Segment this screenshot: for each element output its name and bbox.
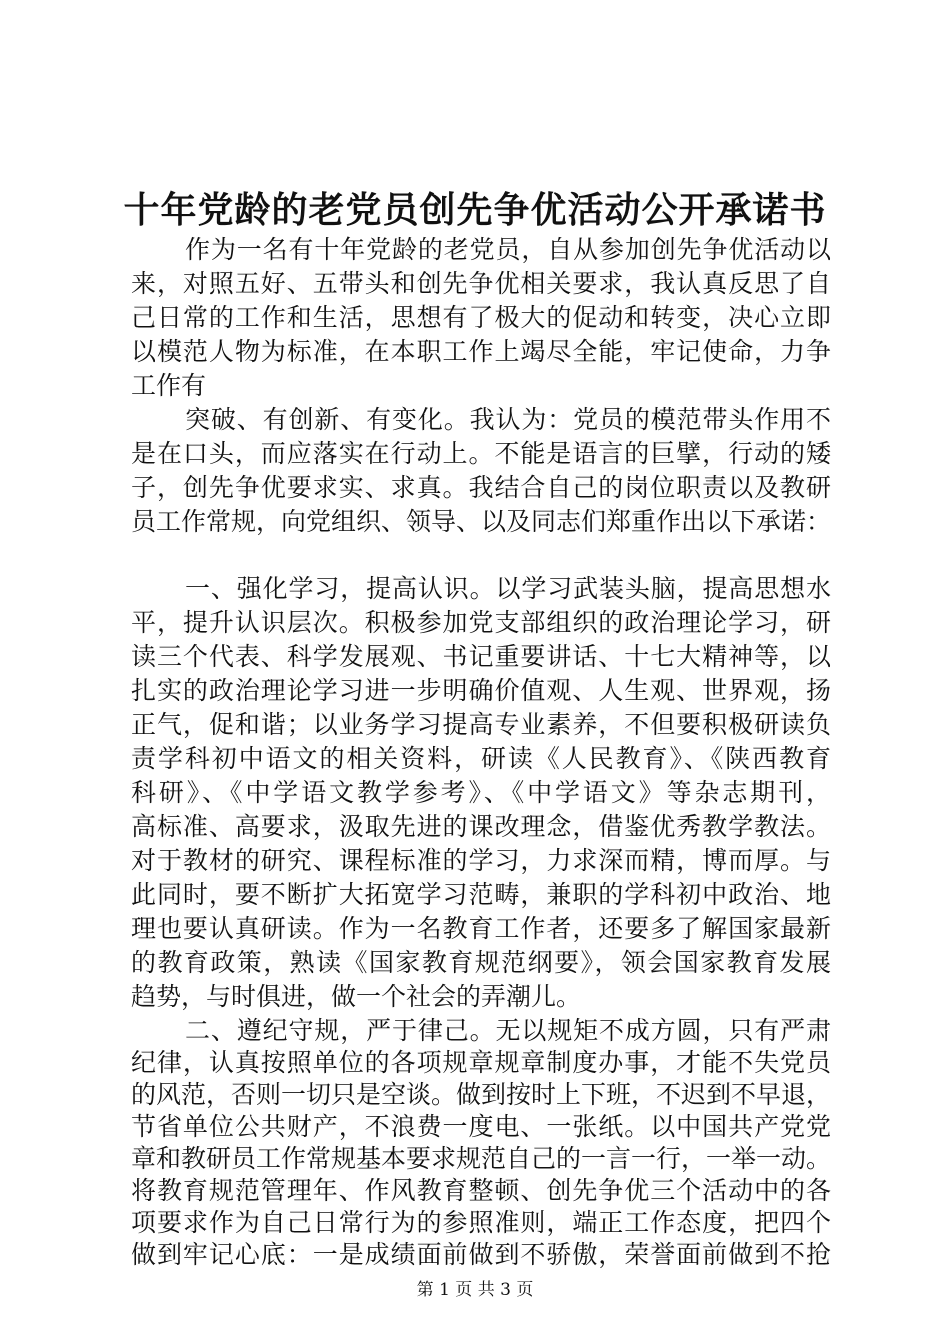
- body-line: 章和教研员工作常规基本要求规范自己的一言一行，一举一动。: [131, 1144, 832, 1173]
- body-line: 扎实的政治理论学习进一步明确价值观、人生观、世界观，扬: [131, 676, 831, 705]
- body-line: 员工作常规，向党组织、领导、以及同志们郑重作出以下承诺：: [131, 507, 832, 536]
- body-line: 平，提升认识层次。积极参加党支部组织的政治理论学习，研: [131, 608, 831, 637]
- body-line: 突破、有创新、有变化。我认为：党员的模范带头作用不: [185, 405, 831, 434]
- body-line: 趋势，与时俱进，做一个社会的弄潮儿。: [131, 982, 582, 1011]
- body-line: 节省单位公共财产，不浪费一度电、一张纸。以中国共产党党: [131, 1112, 831, 1141]
- body-line: 的教育政策，熟读《国家教育规范纲要》，领会国家教育发展: [131, 948, 831, 977]
- body-line: 二、遵纪守规，严于律己。无以规矩不成方圆，只有严肃: [185, 1016, 831, 1045]
- body-line: 理也要认真研读。作为一名教育工作者，还要多了解国家最新: [131, 914, 831, 943]
- body-line: 工作有: [131, 371, 207, 400]
- body-line: 对于教材的研究、课程标准的学习，力求深而精，博而厚。与: [131, 846, 831, 875]
- body-line: 此同时，要不断扩大拓宽学习范畴，兼职的学科初中政治、地: [131, 880, 831, 909]
- body-line: 正气，促和谐；以业务学习提高专业素养，不但要积极研读负: [131, 710, 831, 739]
- body-line: 纪律，认真按照单位的各项规章规章制度办事，才能不失党员: [131, 1048, 831, 1077]
- body-line: 读三个代表、科学发展观、书记重要讲话、十七大精神等，以: [131, 642, 831, 671]
- body-line: 做到牢记心底：一是成绩面前做到不骄傲，荣誉面前做到不抢: [131, 1240, 831, 1269]
- body-line: 将教育规范管理年、作风教育整顿、创先争优三个活动中的各: [131, 1176, 831, 1205]
- body-line: 子，创先争优要求实、求真。我结合自己的岗位职责以及教研: [131, 473, 831, 502]
- body-line: 科研》、《中学语文教学参考》、《中学语文》等杂志期刊，: [131, 778, 831, 807]
- body-line: 作为一名有十年党龄的老党员，自从参加创先争优活动以: [185, 235, 831, 264]
- body-line: 己日常的工作和生活，思想有了极大的促动和转变，决心立即: [131, 303, 831, 332]
- page-number-footer: 第 1 页 共 3 页: [416, 1280, 534, 1300]
- body-line: 是在口头，而应落实在行动上。不能是语言的巨擘，行动的矮: [131, 439, 831, 468]
- document-title: 十年党龄的老党员创先争优活动公开承诺书: [123, 189, 827, 231]
- body-line: 项要求作为自己日常行为的参照准则，端正工作态度，把四个: [131, 1208, 831, 1237]
- body-line: 责学科初中语文的相关资料，研读《人民教育》、《陕西教育: [131, 744, 831, 773]
- body-line: 的风范，否则一切只是空谈。做到按时上下班，不迟到不早退，: [131, 1080, 832, 1109]
- body-line: 来，对照五好、五带头和创先争优相关要求，我认真反思了自: [131, 269, 831, 298]
- body-line: 高标准、高要求，汲取先进的课改理念，借鉴优秀教学教法。: [131, 812, 831, 841]
- body-line: 一、强化学习，提高认识。以学习武装头脑，提高思想水: [185, 574, 831, 603]
- body-line: 以模范人物为标准，在本职工作上竭尽全能，牢记使命，力争: [131, 337, 831, 366]
